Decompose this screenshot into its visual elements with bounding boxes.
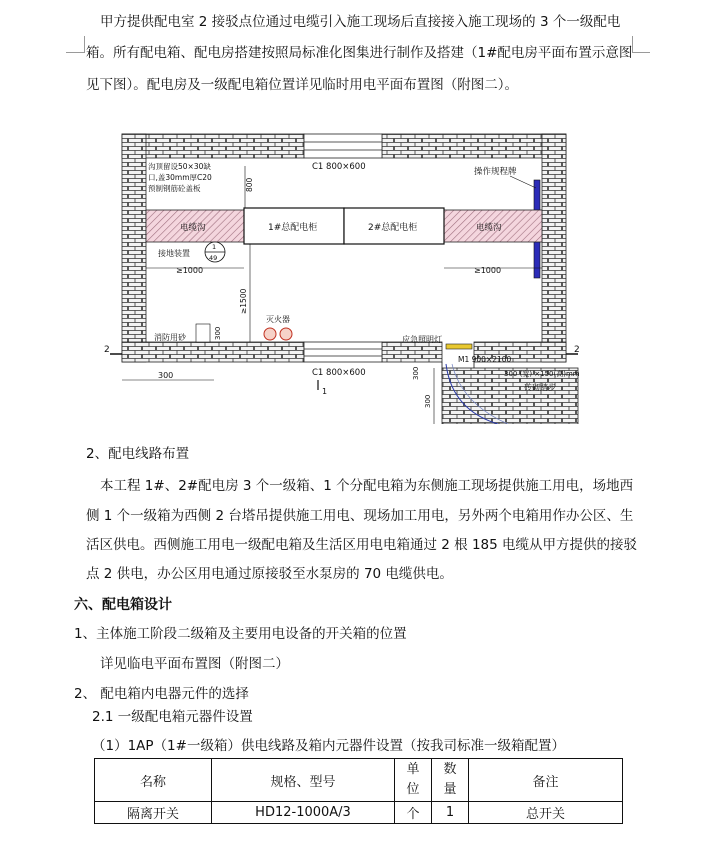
dim-300-v2: 300 bbox=[412, 366, 420, 380]
intro-line-3: 见下图）。配电房及一级配电箱位置详见临时用电平面布置图（附图二）。 bbox=[86, 77, 518, 93]
table-cell-remark: 总开关 bbox=[469, 802, 623, 824]
dim-300-side: 300 bbox=[214, 326, 222, 340]
extinguisher-icon bbox=[264, 328, 292, 340]
section-2-line-2: 侧 1 个一级箱为西侧 2 台塔吊提供施工用电、现场加工用电，另外两个电箱用作办公区、生 bbox=[86, 508, 634, 524]
operating-rules-label: 操作规程牌 bbox=[474, 167, 517, 177]
table-header-unit: 单位 bbox=[395, 759, 432, 802]
trench-note-line-3: 预制钢筋砼盖板 bbox=[148, 184, 201, 193]
component-table bbox=[94, 758, 623, 824]
table-header-row bbox=[95, 759, 623, 802]
grounding-ref-symbol bbox=[205, 242, 225, 262]
trench-note-line-2: 口,盖30mm厚C20 bbox=[148, 173, 212, 182]
wall-left bbox=[122, 134, 146, 362]
table-header-qty: 数量 bbox=[432, 759, 469, 802]
cable-trench-right-label: 电缆沟 bbox=[476, 223, 502, 233]
intro-line-2: 箱。所有配电箱、配电房搭建按照局标准化图集进行制作及搭建（1#配电房平面布置示意图 bbox=[86, 45, 633, 61]
dim-1500: ≥1500 bbox=[239, 288, 248, 314]
fire-sand-label: 消防用砂 bbox=[154, 333, 186, 342]
grounding-ref-top: 1 bbox=[212, 243, 217, 251]
wall-top-left bbox=[122, 134, 304, 158]
grounding-label: 接地装置 bbox=[158, 249, 190, 258]
dim-1000-left: ≥1000 bbox=[176, 266, 204, 275]
section-mark-left: 2 bbox=[104, 345, 110, 355]
door-label: M1 900×2100 bbox=[458, 355, 512, 364]
item-2-1-heading: 2.1 一级配电箱元器件设置 bbox=[92, 709, 253, 725]
item-1-text: 详见临电平面布置图（附图二） bbox=[100, 656, 289, 672]
crop-mark-left-v bbox=[84, 36, 85, 53]
power-room-floor-plan bbox=[100, 118, 600, 424]
crop-mark-right-h bbox=[632, 52, 650, 53]
dim-300-v1: 300 bbox=[424, 394, 432, 408]
wall-top-right bbox=[382, 134, 566, 158]
dim-800: 800 bbox=[245, 177, 254, 192]
cable-trench-left-label: 电缆沟 bbox=[180, 223, 206, 233]
section-2-heading: 2、配电线路布置 bbox=[86, 446, 190, 462]
dim-1000-right: ≥1000 bbox=[474, 266, 502, 275]
grounding-ref-bottom: 49 bbox=[209, 254, 218, 262]
chapter-6-heading: 六、配电箱设计 bbox=[74, 597, 172, 613]
window-top-label: C1 800×600 bbox=[312, 162, 366, 172]
window-top bbox=[304, 134, 382, 158]
wall-right bbox=[542, 134, 566, 362]
table-header-spec: 规格、型号 bbox=[212, 759, 395, 802]
wall-bottom-mid bbox=[382, 342, 442, 362]
window-bottom bbox=[304, 342, 382, 362]
wall-bottom-left bbox=[122, 342, 304, 362]
trench-note bbox=[148, 161, 212, 193]
item-2-1-1-heading: （1）1AP（1#一级箱）供电线路及箱内元器件设置（按我司标准一级箱配置） bbox=[92, 738, 565, 754]
extinguisher-label: 灭火器 bbox=[266, 315, 290, 324]
table-cell-spec: HD12-1000A/3 bbox=[212, 802, 395, 824]
item-2-heading: 2、 配电箱内电器元件的选择 bbox=[74, 686, 249, 702]
intro-line-1: 甲方提供配电室 2 接驳点位通过电缆引入施工现场后直接接入施工现场的 3 个一级配电 bbox=[100, 14, 621, 30]
table-row bbox=[95, 802, 623, 824]
section-2-line-3: 活区供电。西侧施工用电一级配电箱及生活区用电电箱通过 2 根 185 电缆从甲方提供的接驳 bbox=[86, 537, 638, 553]
window-bottom-label: C1 800×600 bbox=[312, 368, 366, 378]
emergency-light-label: 应急照明灯 bbox=[402, 335, 442, 344]
dim-300-bottom: 300 bbox=[158, 371, 174, 380]
step-size-label: 300 (宽) ×150(高)mm bbox=[504, 370, 580, 378]
emergency-light-icon bbox=[446, 344, 472, 349]
table-cell-name: 隔离开关 bbox=[95, 802, 212, 824]
trench-note-line-1: 沟顶留设50×30缺 bbox=[148, 162, 211, 171]
fire-sand-box bbox=[196, 324, 210, 342]
cabinet-1-label: 1#总配电柜 bbox=[268, 223, 318, 233]
step-label: 砖砌踏步 bbox=[524, 383, 556, 392]
table-header-name: 名称 bbox=[95, 759, 212, 802]
section-mark-right: 2 bbox=[574, 345, 580, 355]
item-1-heading: 1、主体施工阶段二级箱及主要用电设备的开关箱的位置 bbox=[74, 626, 407, 642]
table-cell-unit: 个 bbox=[395, 802, 432, 824]
section-2-line-4: 点 2 供电，办公区用电通过原接驳至水泵房的 70 电缆供电。 bbox=[86, 566, 453, 582]
table-cell-qty: 1 bbox=[432, 802, 469, 824]
cabinet-2-label: 2#总配电柜 bbox=[368, 223, 418, 233]
crop-mark-left-h bbox=[66, 52, 84, 53]
section-2-line-1: 本工程 1#、2#配电房 3 个一级箱、1 个分配电箱为东侧施工现场提供施工用电，场地西 bbox=[100, 478, 634, 494]
section-mark-bottom: 1 bbox=[322, 387, 328, 396]
table-header-remark: 备注 bbox=[469, 759, 623, 802]
